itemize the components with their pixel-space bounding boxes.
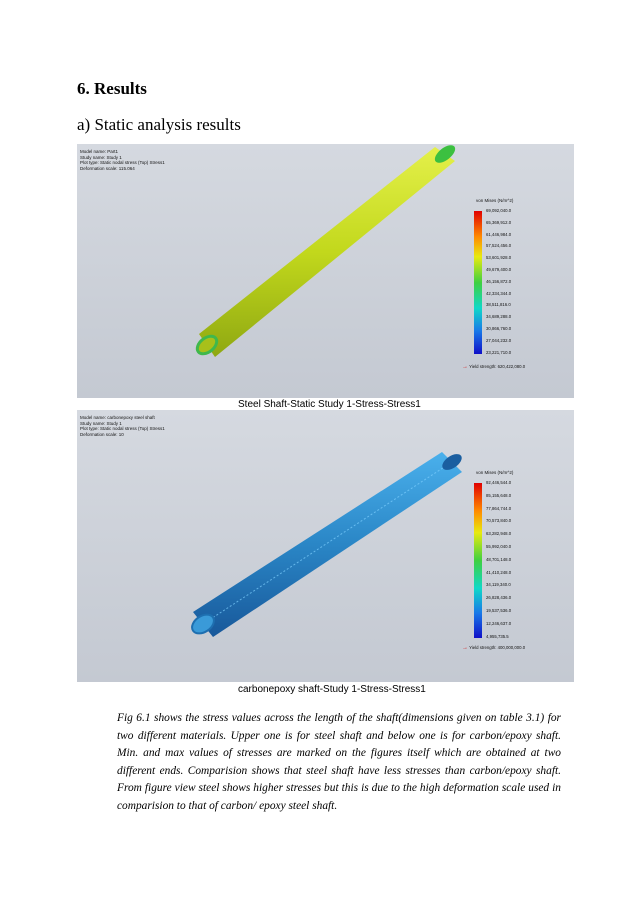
carbonepoxy-legend-title: von Mises (N/m^2) — [476, 470, 514, 475]
carbonepoxy-figure-caption: carbonepoxy shaft-Study 1-Stress-Stress1 — [238, 684, 426, 695]
carbonepoxy-model-info: Model name: carbonepoxy steel shaft Study name: Study 1 Plot type: Static nodal stress (Top) Stress1 Deformation scale: 10 — [80, 415, 165, 437]
carbonepoxy-legend-colorbar — [474, 483, 482, 638]
carbonepoxy-shaft-highlight — [203, 462, 452, 624]
steel-shaft-body — [199, 147, 455, 357]
carbonepoxy-shaft-figure: Model name: carbonepoxy steel shaft Study name: Study 1 Plot type: Static nodal stress (Top) Stress1 Deformation scale: 10 von Mises (N/m^2) 92,446,544.0 85,155,648.0 77,864,744.0 70,573,840.0 63,282,948.0 55,992,040.0 48,701,148.0 41,410,248.0 34,119,340.0 26,828,436.0 19,537,536.0 12,246,637.0 4,955,735.5 → Yield strength: 400,000,000.0 — [77, 410, 574, 682]
steel-model-info: Model name: Part1 Study name: Study 1 Plot type: Static nodal stress (Top) Stress1 Deformation scale: 115.064 — [80, 149, 165, 171]
arrow-right-icon: → — [462, 645, 468, 651]
results-paragraph: Fig 6.1 shows the stress values across the length of the shaft(dimensions given on table 3.1) for two different materials. Upper one is for steel shaft and below one is for carbon/epoxy shaft. Min. and max values of stresses are marked on the figures itself which are obtained at two different ends. Comparision shows that steel shaft have less stresses than carbon/epoxy shaft. From figure view steel shows higher stresses but this is due to the high deformation scale used in comparision to that of carbon/ epoxy steel shaft. — [117, 712, 561, 812]
steel-legend-title: von Mises (N/m^2) — [476, 198, 514, 203]
steel-yield-strength: → Yield strength: 620,422,080.0 — [462, 364, 526, 370]
section-heading: 6. Results — [77, 79, 147, 98]
arrow-right-icon: → — [462, 364, 468, 370]
carbonepoxy-yield-strength: → Yield strength: 400,000,000.0 — [462, 645, 526, 651]
steel-shaft-figure: Model name: Part1 Study name: Study 1 Plot type: Static nodal stress (Top) Stress1 Deformation scale: 115.064 von Mises (N/m^2) 69,092,040.0 65,369,912.0 61,446,984.0 57,524,456.0 53,601,928.0 49,679,400.0 46,156,872.0 42,334,344.0 38,511,816.0 34,689,288.0 30,866,760.0 27,044,232.0 23,221,710.0 → Yield strength: 620,422,080.0 — [77, 144, 574, 398]
steel-figure-caption: Steel Shaft-Static Study 1-Stress-Stress1 — [238, 399, 421, 410]
section-subheading: a) Static analysis results — [77, 115, 241, 134]
carbonepoxy-shaft-body — [193, 452, 462, 637]
steel-legend-colorbar — [474, 211, 482, 354]
